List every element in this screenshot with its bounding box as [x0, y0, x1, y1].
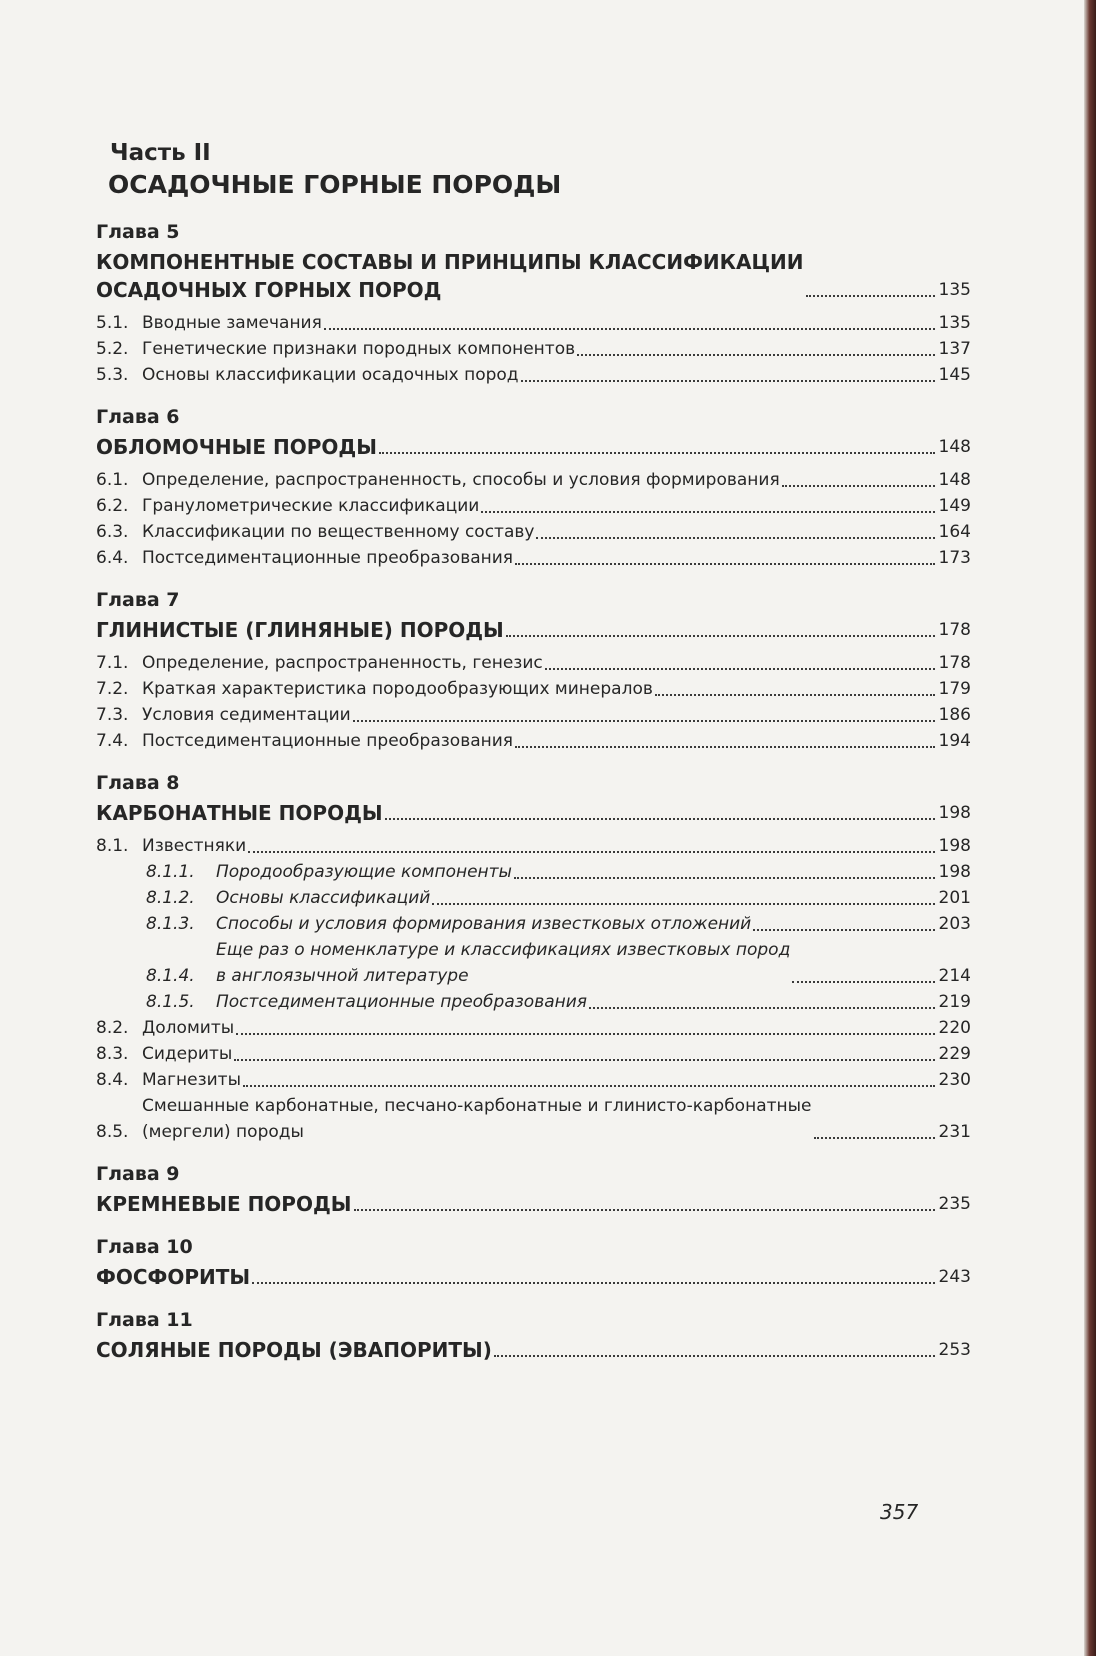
chapter-block [96, 1163, 971, 1218]
section-entry[interactable] [96, 493, 971, 519]
section-page-number: 135 [938, 313, 971, 333]
section-entry[interactable] [96, 702, 971, 728]
dot-leader [481, 511, 934, 513]
chapter-title: ФОСФОРИТЫ [96, 1265, 251, 1289]
dot-leader [782, 485, 935, 487]
dot-leader [506, 635, 935, 637]
dot-leader [243, 1085, 935, 1087]
section-page-number: 149 [938, 496, 971, 516]
chapter-title-row[interactable] [96, 799, 971, 827]
section-entry[interactable] [96, 728, 971, 754]
dot-leader [494, 1355, 935, 1357]
section-title: Способы и условия формирования известковых отложений [216, 914, 752, 934]
section-number: 5.2. [96, 339, 129, 359]
dot-leader [655, 694, 935, 696]
chapter-label: Глава 6 [96, 406, 180, 428]
section-title: Основы классификаций [216, 888, 431, 908]
chapter-block [96, 406, 971, 571]
chapter-label: Глава 7 [96, 589, 180, 611]
subsection-entry[interactable] [96, 937, 971, 989]
chapter-label: Глава 10 [96, 1236, 193, 1258]
section-page-number: 173 [938, 548, 971, 568]
section-page-number: 203 [938, 914, 971, 934]
chapter-title-row[interactable] [96, 248, 971, 304]
section-number: 7.3. [96, 705, 129, 725]
dot-leader [236, 1033, 934, 1035]
section-list [96, 467, 971, 571]
section-number: 8.4. [96, 1070, 129, 1090]
section-page-number: 164 [938, 522, 971, 542]
section-page-number: 145 [938, 365, 971, 385]
section-page-number: 230 [938, 1070, 971, 1090]
dot-leader [589, 1007, 935, 1009]
subsection-entry[interactable] [96, 859, 971, 885]
section-page-number: 198 [938, 862, 971, 882]
section-number: 6.1. [96, 470, 129, 490]
section-list [96, 310, 971, 388]
subsection-entry[interactable] [96, 911, 971, 937]
section-title: Породообразующие компоненты [216, 862, 512, 882]
table-of-contents [96, 140, 971, 1382]
section-number: 7.1. [96, 653, 129, 673]
section-page-number: 179 [938, 679, 971, 699]
chapter-block [96, 1236, 971, 1291]
chapter-page-number: 243 [938, 1267, 971, 1287]
dot-leader [545, 668, 935, 670]
section-title: Постседиментационные преобразования [142, 731, 514, 751]
section-entry[interactable] [96, 1015, 971, 1041]
chapter-page-number: 253 [938, 1340, 971, 1360]
chapter-title: ОБЛОМОЧНЫЕ ПОРОДЫ [96, 435, 377, 459]
section-entry[interactable] [96, 833, 971, 859]
subsection-entry[interactable] [96, 885, 971, 911]
section-entry[interactable] [96, 1041, 971, 1067]
dot-leader [792, 981, 934, 983]
section-page-number: 219 [938, 992, 971, 1012]
section-page-number: 194 [938, 731, 971, 751]
section-number: 8.1.3. [146, 914, 195, 934]
chapter-page-number: 235 [938, 1194, 971, 1214]
chapter-label: Глава 5 [96, 221, 180, 243]
chapter-title: КРЕМНЕВЫЕ ПОРОДЫ [96, 1192, 352, 1216]
section-number: 7.4. [96, 731, 129, 751]
section-page-number: 201 [938, 888, 971, 908]
chapter-label: Глава 8 [96, 772, 180, 794]
dot-leader [521, 380, 935, 382]
section-title: Магнезиты [142, 1070, 242, 1090]
section-title: Известняки [142, 836, 247, 856]
chapter-page-number: 178 [938, 620, 971, 640]
section-entry[interactable] [96, 362, 971, 388]
section-page-number: 231 [938, 1122, 971, 1142]
chapter-page-number: 135 [938, 280, 971, 300]
dot-leader [252, 1282, 934, 1284]
section-title-line2: (мергели) породы [142, 1122, 304, 1142]
section-title: Основы классификации осадочных пород [142, 365, 519, 385]
section-title: Сидериты [142, 1044, 233, 1064]
dot-leader [379, 452, 935, 454]
dot-leader [515, 563, 935, 565]
chapter-title: СОЛЯНЫЕ ПОРОДЫ (ЭВАПОРИТЫ) [96, 1338, 492, 1362]
section-page-number: 198 [938, 836, 971, 856]
section-title: Краткая характеристика породообразующих минералов [142, 679, 653, 699]
chapter-block [96, 589, 971, 754]
section-number: 8.1.5. [146, 992, 195, 1012]
section-number: 5.1. [96, 313, 129, 333]
chapter-block [96, 772, 971, 1145]
section-number: 7.2. [96, 679, 129, 699]
chapter-block [96, 1309, 971, 1364]
section-entry[interactable] [96, 519, 971, 545]
section-entry[interactable] [96, 336, 971, 362]
section-entry[interactable] [96, 310, 971, 336]
section-number: 8.1.1. [146, 862, 195, 882]
section-title: Определение, распространенность, генезис [142, 653, 543, 673]
section-page-number: 186 [938, 705, 971, 725]
chapter-page-number: 148 [938, 437, 971, 457]
section-title: Вводные замечания [142, 313, 322, 333]
dot-leader [354, 1209, 935, 1211]
section-number: 8.3. [96, 1044, 129, 1064]
section-number: 8.1. [96, 836, 129, 856]
section-page-number: 137 [938, 339, 971, 359]
chapter-title-row[interactable] [96, 1263, 971, 1291]
section-number: 8.5. [96, 1122, 129, 1142]
chapter-label: Глава 11 [96, 1309, 193, 1331]
section-title-line1: Смешанные карбонатные, песчано-карбонатные и глинисто-карбонатные [142, 1096, 812, 1116]
part-label: Часть II [110, 140, 211, 166]
dot-leader [248, 851, 934, 853]
section-page-number: 148 [938, 470, 971, 490]
chapter-title-row[interactable] [96, 616, 971, 644]
dot-leader [814, 1137, 935, 1139]
section-page-number: 214 [938, 966, 971, 986]
section-number: 5.3. [96, 365, 129, 385]
dot-leader [577, 354, 934, 356]
section-title: Гранулометрические классификации [142, 496, 480, 516]
section-number: 6.3. [96, 522, 129, 542]
section-number: 8.1.4. [146, 966, 195, 986]
dot-leader [234, 1059, 934, 1061]
section-title: Доломиты [142, 1018, 235, 1038]
chapter-label: Глава 9 [96, 1163, 180, 1185]
chapter-title: КАРБОНАТНЫЕ ПОРОДЫ [96, 801, 383, 825]
chapter-block [96, 221, 971, 388]
section-number: 6.4. [96, 548, 129, 568]
section-entry[interactable] [96, 676, 971, 702]
section-title: Постседиментационные преобразования [142, 548, 514, 568]
section-title: Условия седиментации [142, 705, 351, 725]
part-title: ОСАДОЧНЫЕ ГОРНЫЕ ПОРОДЫ [108, 170, 562, 199]
dot-leader [514, 877, 935, 879]
dot-leader [353, 720, 935, 722]
dot-leader [536, 537, 934, 539]
dot-leader [385, 818, 935, 820]
section-entry[interactable] [96, 1093, 971, 1145]
book-cover-edge-right [1084, 0, 1096, 1656]
dot-leader [432, 903, 934, 905]
section-title: Определение, распространенность, способы и условия формирования [142, 470, 780, 490]
section-title: Классификации по вещественному составу [142, 522, 535, 542]
dot-leader [324, 328, 935, 330]
chapter-list [96, 221, 971, 1364]
section-list [96, 833, 971, 1145]
section-entry[interactable] [96, 1067, 971, 1093]
section-number: 8.2. [96, 1018, 129, 1038]
chapter-title-row[interactable] [96, 433, 971, 461]
section-entry[interactable] [96, 467, 971, 493]
chapter-title-line1: КОМПОНЕНТНЫЕ СОСТАВЫ И ПРИНЦИПЫ КЛАССИФИКАЦИИ [96, 250, 804, 274]
section-number: 8.1.2. [146, 888, 195, 908]
chapter-title-line2: ОСАДОЧНЫХ ГОРНЫХ ПОРОД [96, 278, 442, 302]
section-number: 6.2. [96, 496, 129, 516]
subsection-entry[interactable] [96, 989, 971, 1015]
section-list [96, 650, 971, 754]
section-page-number: 178 [938, 653, 971, 673]
dot-leader [515, 746, 935, 748]
dot-leader [753, 929, 934, 931]
chapter-page-number: 198 [938, 803, 971, 823]
section-page-number: 229 [938, 1044, 971, 1064]
section-title: Генетические признаки породных компонентов [142, 339, 576, 359]
section-entry[interactable] [96, 650, 971, 676]
chapter-title-row[interactable] [96, 1190, 971, 1218]
page-number: 357 [880, 1500, 919, 1524]
section-title-line2: в англоязычной литературе [216, 966, 469, 986]
section-title: Постседиментационные преобразования [216, 992, 588, 1012]
section-page-number: 220 [938, 1018, 971, 1038]
section-title-line1: Еще раз о номенклатуре и классификациях известковых пород [216, 940, 791, 960]
chapter-title-row[interactable] [96, 1336, 971, 1364]
section-entry[interactable] [96, 545, 971, 571]
dot-leader [806, 295, 935, 297]
chapter-title: ГЛИНИСТЫЕ (ГЛИНЯНЫЕ) ПОРОДЫ [96, 618, 504, 642]
